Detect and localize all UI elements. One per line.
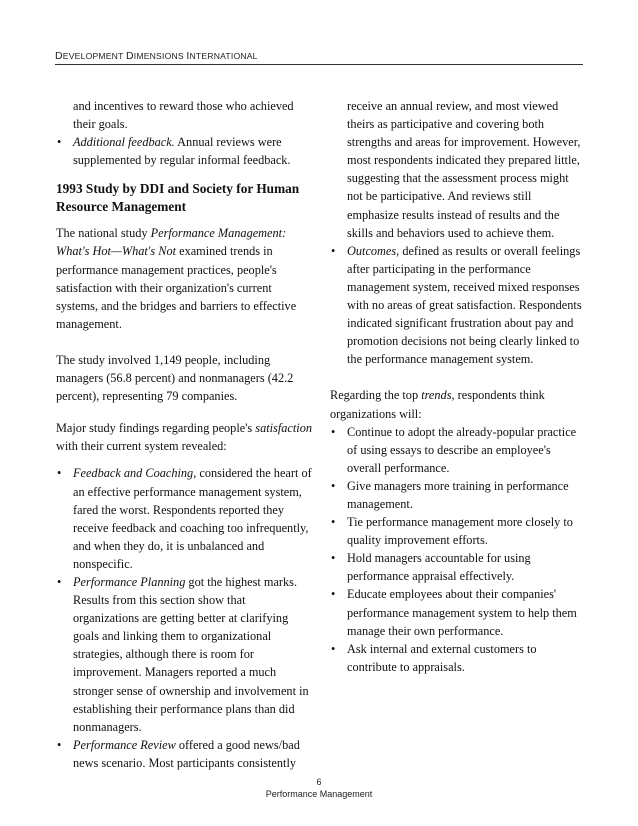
outcomes-list xyxy=(330,242,585,369)
para-text: examined trends in performance management practices, people's satisfaction with their organization's current systems, and the bridges and barriers to effective management. xyxy=(56,244,297,331)
list-item: • Tie performance management more closely to quality improvement efforts. xyxy=(330,513,585,549)
trends-intro xyxy=(330,386,585,422)
findings-intro xyxy=(56,419,314,455)
list-item xyxy=(330,242,585,369)
para-text: The national study xyxy=(56,226,151,241)
list-item: • Continue to adopt the already-popular practice of using essays to describe an employee's overall performance. xyxy=(330,423,585,477)
header-text: IMENSIONS xyxy=(133,51,187,61)
para-text: respondents think organizations will: xyxy=(330,388,545,421)
list-item xyxy=(56,133,314,169)
section-title: 1993 Study by DDI and Society for Human Resource Management xyxy=(56,181,300,215)
list-item: • Hold managers accountable for using performance appraisal effectively. xyxy=(330,549,585,585)
item-text: offered a good news/bad news scenario. Most participants consistently xyxy=(73,737,300,770)
item-text: considered the heart of an effective performance management system, fared the worst. Respondents reported they receive feedback and coaching too infrequently, and when they do, it is unbalanced and nonspecific. xyxy=(73,466,312,571)
review-continued: receive an annual review, and most viewed theirs as participative and covering both strengths and areas for improvement. However, most respondents indicated they prepared little, suggesting that the assessment process might not be participative. And reviews still emphasize results instead of results and the skills and behaviors used to achieve them. xyxy=(347,99,581,240)
emphasis: trends, xyxy=(421,388,455,403)
item-text: got the highest marks. Results from this section show that organizations are getting better at clarifying goals and linking them to organizational strategies, although there is room for improvement. Managers reported a much stronger sense of ownership and involvement in establishing their performance plans than did nonmanagers. xyxy=(73,574,309,734)
study-paragraph xyxy=(56,224,314,333)
header-letter: D xyxy=(55,50,63,62)
right-column xyxy=(330,97,585,676)
list-item: • Give managers more training in performance management. xyxy=(330,477,585,513)
para-text: with their current system revealed: xyxy=(56,439,227,454)
item-text: Annual reviews were supplemented by regular informal feedback. xyxy=(73,135,291,168)
findings-list xyxy=(56,464,314,772)
header-letter: I xyxy=(186,50,190,62)
study-title: Performance Management: What's Hot—What's Not xyxy=(56,226,287,259)
header-letter: D xyxy=(125,50,134,62)
left-column xyxy=(56,97,314,772)
item-label: Performance Planning xyxy=(73,574,186,589)
header-text: NTERNATIONAL xyxy=(189,51,258,61)
trends-list xyxy=(330,423,585,676)
participants-paragraph: The study involved 1,149 people, including managers (56.8 percent) and nonmanagers (42.2 percent), representing 79 companies. xyxy=(56,352,294,404)
item-label: Outcomes, xyxy=(347,243,400,258)
para-text: Major study findings regarding people's xyxy=(56,421,256,436)
intro-continued: and incentives to reward those who achieved their goals. xyxy=(73,99,294,132)
list-item xyxy=(56,573,314,736)
header-text: EVELOPMENT xyxy=(62,51,126,61)
list-item xyxy=(56,464,314,573)
running-header xyxy=(55,50,583,62)
page-number: 6 xyxy=(316,777,322,787)
para-text: Regarding the top xyxy=(330,388,422,403)
footer-title: Performance Management xyxy=(265,789,373,799)
list-item xyxy=(56,736,314,772)
item-label: Additional feedback. xyxy=(73,135,175,150)
intro-list xyxy=(56,133,314,169)
header-rule xyxy=(55,64,583,65)
emphasis: satisfaction xyxy=(255,421,312,436)
item-label: Performance Review xyxy=(73,737,176,752)
item-label: Feedback and Coaching, xyxy=(73,466,197,481)
item-text: defined as results or overall feelings after participating in the performance management system, received mixed responses with no areas of great satisfaction. Respondents indicated significant frustration about pay and promotion decisions not being clearly linked to the performance management system. xyxy=(347,243,582,367)
list-item: • Ask internal and external customers to contribute to appraisals. xyxy=(330,640,585,676)
list-item: • Educate employees about their companies' performance management system to help them manage their own performance. xyxy=(330,585,585,639)
